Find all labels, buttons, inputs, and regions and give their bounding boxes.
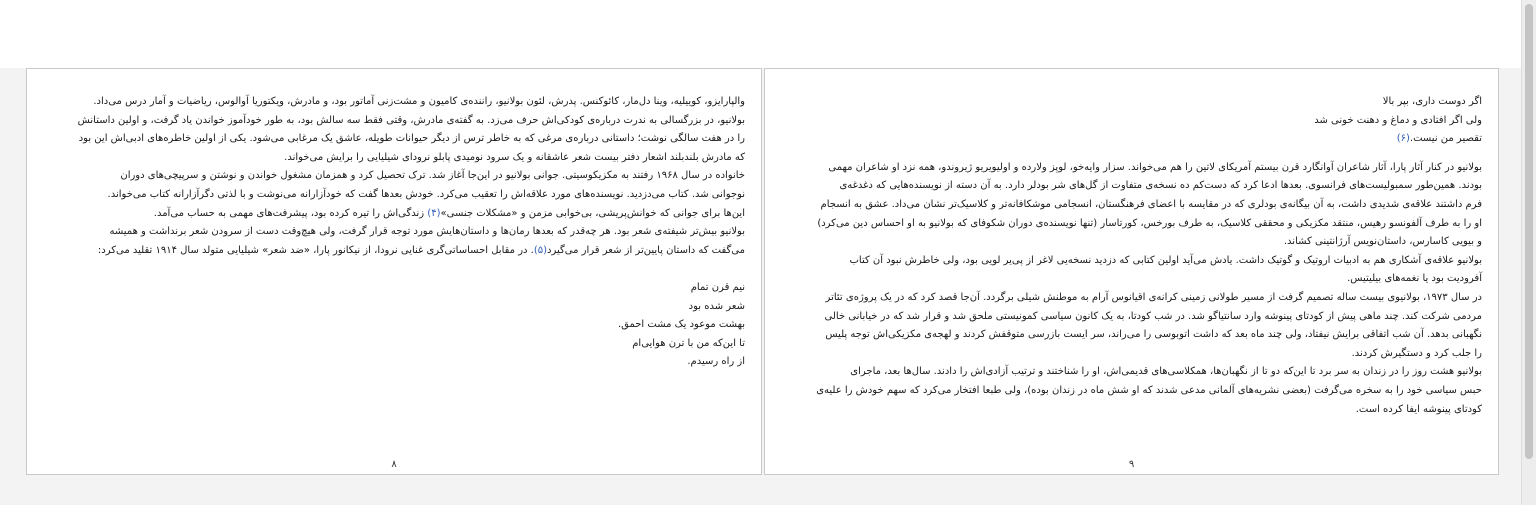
right-paragraph-4 xyxy=(781,363,1482,419)
page-8-text xyxy=(43,93,745,372)
poem-line: اگر دوست داری، بپر بالا xyxy=(1382,96,1482,107)
text-line: بولانیو، در بزرگسالی به ندرت درباره‌ی کودکی‌اش حرف می‌زد. به گفته‌ی مادرش، وقتی فقط سه سالش بود، به طور خودآموز خواندن یاد گرفت، و اولین داستانش xyxy=(77,114,745,126)
viewer-top-area xyxy=(0,0,1536,68)
text-fragment: می‌گفت که داستان پایین‌تر از شعر قرار می‌گیرد xyxy=(547,244,745,256)
footnote-reference-5[interactable]: (۵) xyxy=(533,244,548,256)
text-line: آفرودیت بود یا نغمه‌های بیلیتیس. xyxy=(1347,273,1482,285)
left-poem xyxy=(43,279,745,372)
text-line: نوجوانی شد. کتاب می‌دزدید. نویسنده‌های مورد علاقه‌اش را تعقیب می‌کرد. خودش بعدها گفت که خودآزارانه می‌نوشت و با لذتی دگرآزارانه کتاب می‌خواند. xyxy=(107,188,745,200)
text-line: خانواده در سال ۱۹۶۸ رفتند به مکزیکوسیتی. جوانی بولانیو در این‌جا آغاز شد. ترک تحصیل کرد و همزمان مشغول خواندن و نوشتن و سرپیچی‌های دوران xyxy=(120,170,745,182)
vertical-scrollbar[interactable] xyxy=(1521,0,1536,505)
text-fragment: تقصیر من نیست. xyxy=(1409,133,1482,145)
text-line: را جلب کرد و دستگیرش کردند. xyxy=(1351,347,1482,359)
text-line: و بیویی کاسارس، داستان‌نویس آرژانتینی کشاند. xyxy=(1283,236,1482,248)
text-line: حبس سیاسی خود را به سخره می‌گرفت (بعضی نشریه‌های آلمانی مدعی شدند که او شش ماه در زندان بوده)، ولی طبعا افتخار می‌کرد که سهم خودش را علیه‌ی xyxy=(816,384,1482,396)
text-line xyxy=(43,205,745,224)
poem-line: بهشت موعود یک مشت احمق. xyxy=(617,319,745,331)
scrollbar-thumb[interactable] xyxy=(1525,4,1533,459)
text-line: را در هفت سالگی نوشت؛ داستانی درباره‌ی مرغی که به خاطر ترس از دیگر حیوانات طویله، عاشق یک مرغابی می‌شود. یکی از اولین خاطره‌های ادبی‌اش این بود xyxy=(78,133,745,145)
poem-line xyxy=(781,130,1482,149)
footnote-reference-6[interactable]: (۶) xyxy=(1396,133,1410,145)
text-line: والپارایزو، کوییلیه، وینا دل‌مار، کائوکنس. پدرش، لئون بولانیو، راننده‌ی کامیون و مشت‌زنی آماتور بود، و مادرش، ویکتوریا آوالوس، ریاضیات و آمار درس می‌داد. xyxy=(93,96,745,107)
text-line: کودتای پینوشه ایفا کرده است. xyxy=(1355,403,1482,415)
text-line: بولانیو بیش‌تر شیفته‌ی شعر بود. هر چه‌قدر که بعدها رمان‌ها و داستان‌هایش مورد توجه قرار گرفت، ولی هیچ‌وقت دست از سرودن شعر برنداشت و همیشه xyxy=(109,226,745,238)
text-line: بولانیو در کنار آثار پارا، آثار شاعران آوانگارد قرن بیستم آمریکای لاتین را هم می‌خواند. سزار وایه‌خو، لوپز ولارده و اولیویریو ژیروندو، همه نزد او شاعران مهمی xyxy=(828,161,1482,173)
text-line: فرم داشتند علاقه‌ی شدیدی داشت، به آن بیگانه‌ی بودلری که در مقایسه با اعضای فرهنگستان، انسجامی موشکافانه‌تر و کلاسیک‌تر نشان می‌داد. عشق به انسجام xyxy=(820,198,1482,210)
poem-line: شعر شده بود xyxy=(688,300,745,312)
spacer xyxy=(781,149,1482,159)
text-fragment: زندگی‌اش را تیره کرده بود، پیشرفت‌های مهمی به حساب می‌آمد. xyxy=(153,207,428,219)
left-paragraph-2 xyxy=(43,167,745,223)
page-number: ۹ xyxy=(1128,459,1135,470)
text-fragment: . در مقابل احساساتی‌گری غنایی نرودا، از نیکانور پارا، «ضد شعر» شیلیایی متولد سال ۱۹۱۴ تقلید می‌کرد: xyxy=(97,244,534,256)
text-line xyxy=(43,242,745,261)
text-fragment: این‌ها برای جوانی که خوانش‌پریشی، بی‌خوابی مزمن و «مشکلات جنسی» xyxy=(440,207,745,219)
right-poem xyxy=(781,93,1482,149)
spacer xyxy=(43,260,745,279)
document-page-9 xyxy=(764,68,1499,475)
text-line: او را به طرف آلفونسو رهیس، منتقد مکزیکی و محققی کلاسیک، به طرف بورخس، کورتاسار (تنها نویسنده‌ی دوران شکوفای که بولانیو به او احساس دین می‌کرد) xyxy=(817,217,1482,229)
poem-line: ولی اگر افتادی و دماغ و دهنت خونی شد xyxy=(1314,114,1482,126)
footnote-reference-4[interactable]: (۴) xyxy=(427,207,441,219)
document-page-8 xyxy=(26,68,762,475)
text-line: مردمی شرکت کند. چند ماهی پیش از کودتای پینوشه وارد سانتیاگو شد. در شب کودتا، به یک کانون سیاسی کمونیستی ملحق شد و قرار شد که در خیابانی خالی xyxy=(824,310,1482,322)
left-paragraph-3 xyxy=(43,223,745,260)
text-line: نگهبانی بدهد. آن شب اتفاقی برایش نیفتاد، ولی چند ماه بعد که داشت اتوبوسی را می‌راند، سر ایست بازرسی متوقفش کردند و لهجه‌ی مکزیکی‌اش توجه پلیس xyxy=(825,329,1482,341)
right-paragraph-1 xyxy=(781,159,1482,252)
text-line: که مادرش بلندبلند اشعار دفتر بیست شعر عاشقانه و یک سرود نومیدی پابلو نرودای شیلیایی را برایش می‌خواند. xyxy=(284,151,745,163)
poem-line: تا این‌که من با ترن هوایی‌ام xyxy=(632,337,745,349)
text-line: بولانیو علاقه‌ی آشکاری هم به ادبیات اروتیک و گوتیک داشت. یادش می‌آید اولین کتابی که دزدید نسخه‌یی لاغر از پی‌یر لویی بود، ولی خاطرش نبود آن کتاب xyxy=(849,254,1482,266)
left-paragraph-1 xyxy=(43,93,745,167)
text-line: بولانیو هشت روز را در زندان به سر برد تا این‌که دو تا از نگهبان‌ها، همکلاسی‌های قدیمی‌اش، او را شناختند و ترتیب آزادی‌اش را دادند. سال‌ها بعد، ماجرای xyxy=(850,366,1482,378)
right-paragraph-3 xyxy=(781,289,1482,363)
page-number: ۸ xyxy=(391,459,397,470)
text-line: در سال ۱۹۷۳، بولانیوی بیست ساله تصمیم گرفت از مسیر طولانی زمینی کرانه‌ی اقیانوس آرام به موطنش شیلی برگردد. آن‌جا قصد کرد که در یک پروژه‌ی تئاتر xyxy=(825,291,1482,303)
text-line: بودند. همین‌طور سمبولیست‌های فرانسوی. بعدها ادعا کرد که دست‌کم ده نسخه‌ی متفاوت از گل‌های شر بودلر دارد. به آن دسته از نویسنده‌هایی که دغدغه‌ی xyxy=(839,180,1482,192)
poem-line: از راه رسیدم. xyxy=(687,356,745,368)
right-paragraph-2 xyxy=(781,252,1482,289)
page-9-text xyxy=(781,93,1482,419)
poem-line: نیم قرن تمام xyxy=(690,281,745,293)
